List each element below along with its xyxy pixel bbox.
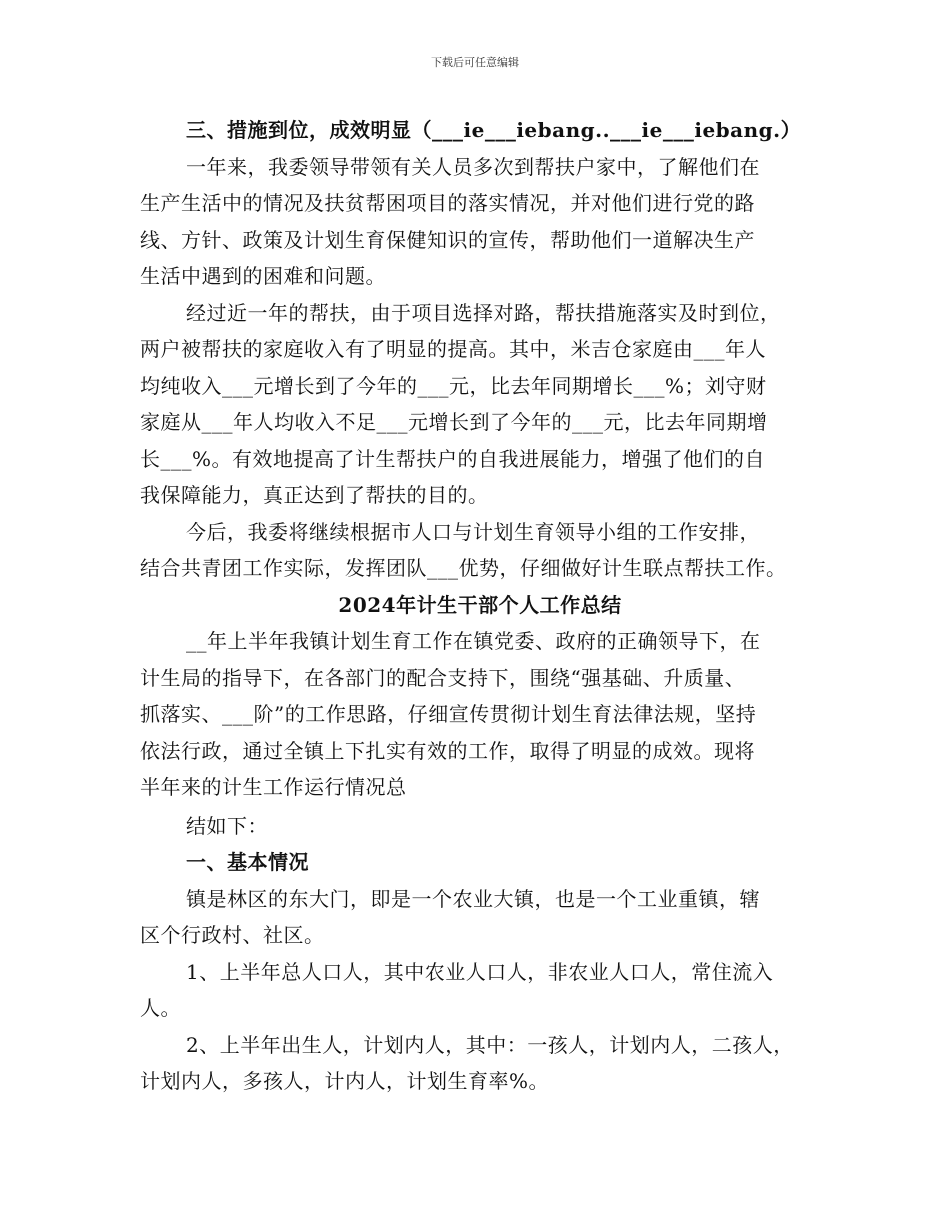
- text-line: 计划内人，多孩人，计内人，计划生育率%。: [140, 1069, 550, 1093]
- summary-title: 2024年计生干部个人工作总结: [338, 592, 622, 617]
- text-line: 经过近一年的帮扶，由于项目选择对路，帮扶措施落实及时到位，: [186, 300, 781, 325]
- paragraph-future: [140, 514, 820, 587]
- section-heading-measures: 三、措施到位，成效明显（___ie___iebang..___ie___iebang.）: [186, 118, 802, 142]
- text-line: 区个行政村、社区。: [140, 923, 325, 947]
- text-line: 均纯收入___元增长到了今年的___元，比去年同期增长___%；刘守财: [140, 373, 767, 398]
- text-line: 线、方针、政策及计划生育保健知识的宣传，帮助他们一道解决生产: [140, 227, 755, 252]
- text-line: 依法行政，通过全镇上下扎实有效的工作，取得了明显的成效。现将: [140, 738, 755, 763]
- text-line: 两户被帮扶的家庭收入有了明显的提高。其中，米吉仓家庭由___年人: [140, 337, 766, 361]
- text-line: 生产生活中的情况及扶贫帮困项目的落实情况，并对他们进行党的路: [140, 191, 755, 215]
- text-line: 人。: [140, 996, 181, 1020]
- text-line: 长___%。有效地提高了计生帮扶户的自我进展能力，增强了他们的自: [140, 446, 766, 471]
- text-line: 1、上半年总人口人，其中农业人口人，非农业人口人，常住流入: [186, 959, 774, 984]
- header-note: 下载后可任意编辑: [431, 56, 519, 69]
- text-line: 我保障能力，真正达到了帮扶的目的。: [140, 483, 489, 507]
- list-item-births: [140, 1027, 820, 1100]
- text-line: 今后，我委将继续根据市人口与计划生育领导小组的工作安排，: [186, 519, 760, 544]
- paragraph-visits: [140, 149, 820, 295]
- text-line: 结合共青团工作实际，发挥团队___优势，仔细做好计生联点帮扶工作。: [140, 556, 787, 580]
- text-line: 生活中遇到的困难和问题。: [140, 264, 386, 288]
- document-body: [140, 112, 820, 1100]
- paragraph-basic: [140, 881, 820, 954]
- text-line: 家庭从___年人均收入不足___元增长到了今年的___元，比去年同期增: [140, 410, 768, 434]
- text-line: 2、上半年出生人，计划内人，其中：一孩人，计划内人，二孩人，: [186, 1032, 794, 1057]
- paragraph-intro: [140, 623, 820, 806]
- text-line: 半年来的计生工作运行情况总: [140, 775, 407, 799]
- text-line: 抓落实、___阶”的工作思路，仔细宣传贯彻计划生育法律法规，坚持: [140, 702, 757, 726]
- text-line: 一年来，我委领导带领有关人员多次到帮扶户家中，了解他们在: [186, 154, 760, 179]
- text-line: __年上半年我镇计划生育工作在镇党委、政府的正确领导下，在: [186, 629, 761, 653]
- section-heading-basic: 一、基本情况: [186, 850, 309, 874]
- text-line: 镇是林区的东大门，即是一个农业大镇，也是一个工业重镇，辖: [186, 886, 760, 911]
- intro-end: 结如下：: [186, 813, 268, 838]
- list-item-population: [140, 954, 820, 1027]
- text-line: 计生局的指导下，在各部门的配合支持下，围绕“强基础、升质量、: [140, 665, 746, 690]
- paragraph-results: [140, 295, 820, 514]
